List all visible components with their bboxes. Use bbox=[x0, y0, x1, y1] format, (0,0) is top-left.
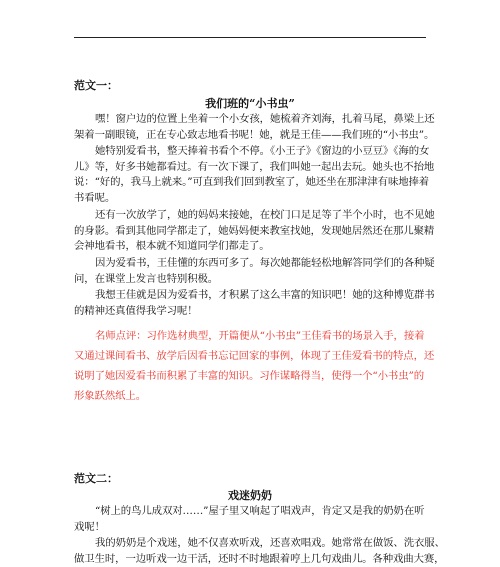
text-line: 书看呢。 bbox=[74, 191, 426, 207]
text-line: 我的奶奶是个戏迷，她不仅喜欢听戏，还喜欢唱戏。她常常在做饭、洗衣服、 bbox=[74, 536, 426, 552]
text-line: 说：“好的，我马上就来。”可直到我们回到教室了，她还坐在那津津有味地捧着 bbox=[74, 175, 426, 191]
text-line: 我想王佳就是因为爱看书，才积累了这么丰富的知识吧！她的这种博览群书 bbox=[74, 288, 426, 304]
essay1-paragraph-5 bbox=[74, 288, 426, 319]
text-line: 嘿！窗户边的位置上坐着一个小女孩，她梳着齐刘海，扎着马尾，鼻梁上还 bbox=[74, 112, 426, 128]
essay2-paragraph-2 bbox=[74, 536, 426, 567]
essay1-paragraph-1 bbox=[74, 112, 426, 143]
text-line: 问，在课堂上发言也特别积极。 bbox=[74, 272, 426, 288]
essay1-title: 我们班的“小书虫” bbox=[74, 97, 426, 111]
text-line: 还有一次放学了，她的妈妈来接她，在校门口足足等了半个小时，也不见她 bbox=[74, 208, 426, 224]
comment-line: 又通过课间看书、放学后因看书忘记回家的事例，体现了王佳爱看书的特点，还 bbox=[74, 346, 426, 366]
comment-line: 形象跃然纸上。 bbox=[74, 386, 426, 406]
text-line: 会神地看书，根本就不知道同学们都走了。 bbox=[74, 239, 426, 255]
essay1-paragraph-2 bbox=[74, 144, 426, 206]
text-line: 她特别爱看书，整天捧着书看个不停。《小王子》《窗边的小豆豆》《海的女 bbox=[74, 144, 426, 160]
essay2-paragraph-1 bbox=[74, 504, 426, 535]
header-rule bbox=[74, 37, 426, 38]
text-line: 因为爱看书，王佳懂的东西可多了。每次她都能轻松地解答同学们的各种疑 bbox=[74, 256, 426, 272]
comment-line: 名师点评：习作选材典型，开篇便从“小书虫”王佳看书的场景入手，接着 bbox=[74, 326, 426, 346]
text-line: 的精神还真值得我学习呢！ bbox=[74, 304, 426, 320]
essay1-paragraph-3 bbox=[74, 208, 426, 255]
text-line: 架着一副眼镜，正在专心致志地看书呢！她，就是王佳——我们班的“小书虫”。 bbox=[74, 128, 426, 144]
text-line: 的身影。看到其他同学都走了，她妈妈便来教室找她，发现她居然还在那儿聚精 bbox=[74, 224, 426, 240]
text-line: 戏呢！ bbox=[74, 520, 426, 536]
essay1-label: 范文一： bbox=[74, 79, 118, 93]
essay1-paragraph-4 bbox=[74, 256, 426, 287]
teacher-comment bbox=[74, 326, 426, 406]
essay2-label: 范文二： bbox=[74, 472, 118, 486]
text-line: “树上的鸟儿成双对……”屋子里又响起了唱戏声，肯定又是我的奶奶在听 bbox=[74, 504, 426, 520]
text-line: 做卫生时，一边听戏一边干活，还时不时地跟着哼上几句戏曲儿。各种戏曲大赛， bbox=[74, 552, 426, 567]
text-line: 儿》等，好多书她都看过。有一次下课了，我们叫她一起出去玩。她头也不抬地 bbox=[74, 160, 426, 176]
comment-line: 说明了她因爱看书而积累了丰富的知识。习作谋略得当，使得一个“小书虫”的 bbox=[74, 366, 426, 386]
essay2-title: 戏迷奶奶 bbox=[74, 489, 426, 503]
